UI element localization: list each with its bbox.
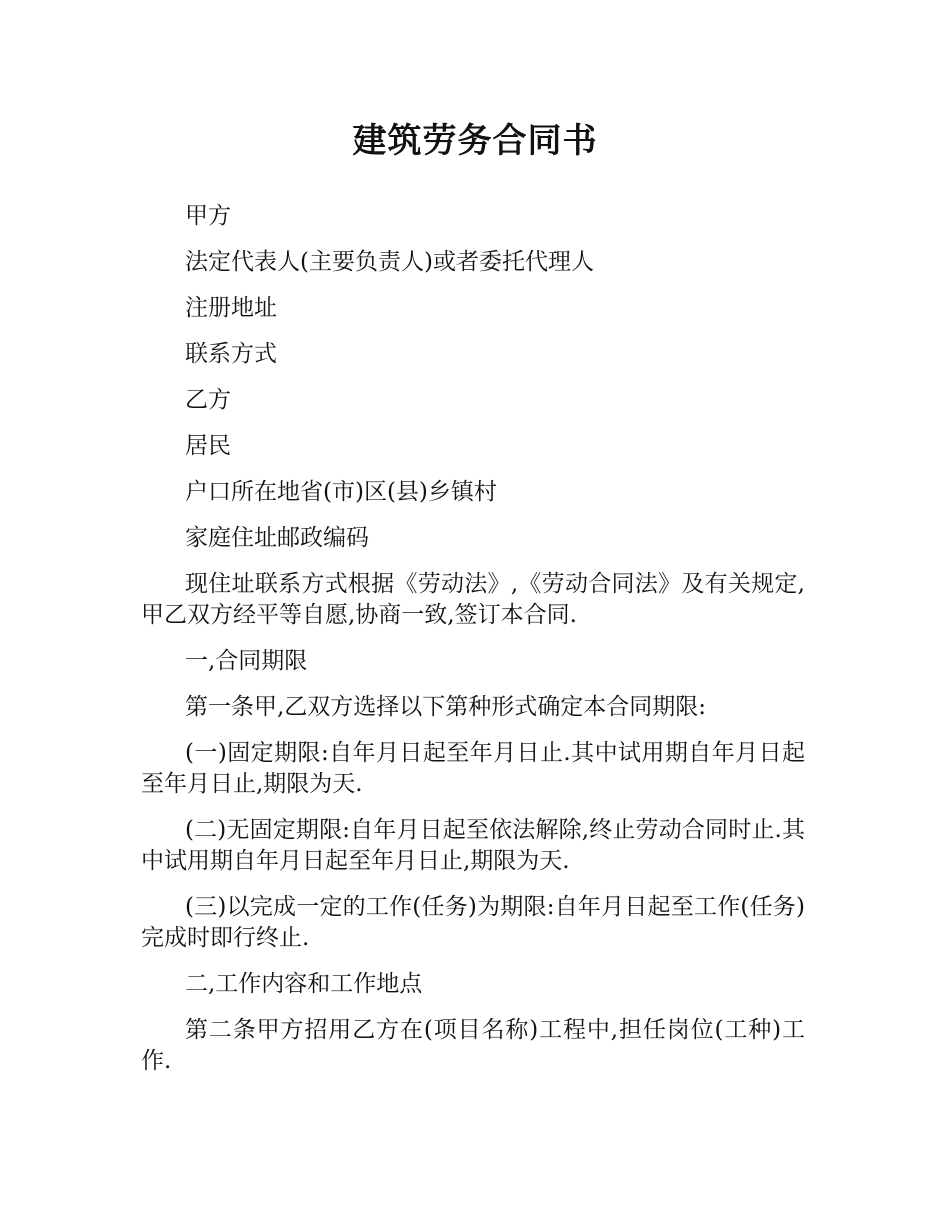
paragraph-article-2: 第二条甲方招用乙方在(项目名称)工程中,担任岗位(工种)工作. (141, 1017, 805, 1074)
paragraph-resident: 居民 (185, 433, 231, 459)
paragraph-clause-task-term: (三)以完成一定的工作(任务)为期限:自年月日起至工作(任务)完成时即行终止. (141, 894, 805, 951)
paragraph-contact-a: 联系方式 (185, 341, 277, 367)
paragraph-party-b: 乙方 (185, 387, 231, 413)
paragraph-home-address: 家庭住址邮政编码 (185, 525, 369, 551)
section-heading-work-content: 二,工作内容和工作地点 (185, 971, 423, 997)
paragraph-preamble: 现住址联系方式根据《劳动法》,《劳动合同法》及有关规定,甲乙双方经平等自愿,协商一致,签订本合同. (141, 571, 805, 628)
document-body (141, 201, 805, 1092)
paragraph-clause-open-term: (二)无固定期限:自年月日起至依法解除,终止劳动合同时止.其中试用期自年月日起至年月日止,期限为天. (141, 817, 805, 874)
section-heading-term: 一,合同期限 (185, 648, 308, 674)
paragraph-registered-address: 注册地址 (185, 295, 277, 321)
paragraph-article-1: 第一条甲,乙双方选择以下第种形式确定本合同期限: (185, 694, 707, 720)
paragraph-clause-fixed-term: (一)固定期限:自年月日起至年月日止.其中试用期自年月日起至年月日止,期限为天. (141, 740, 805, 797)
document-title: 建筑劳务合同书 (352, 121, 598, 161)
paragraph-legal-representative: 法定代表人(主要负责人)或者委托代理人 (185, 249, 594, 275)
paragraph-household-registration: 户口所在地省(市)区(县)乡镇村 (185, 479, 497, 505)
paragraph-party-a: 甲方 (185, 203, 231, 229)
